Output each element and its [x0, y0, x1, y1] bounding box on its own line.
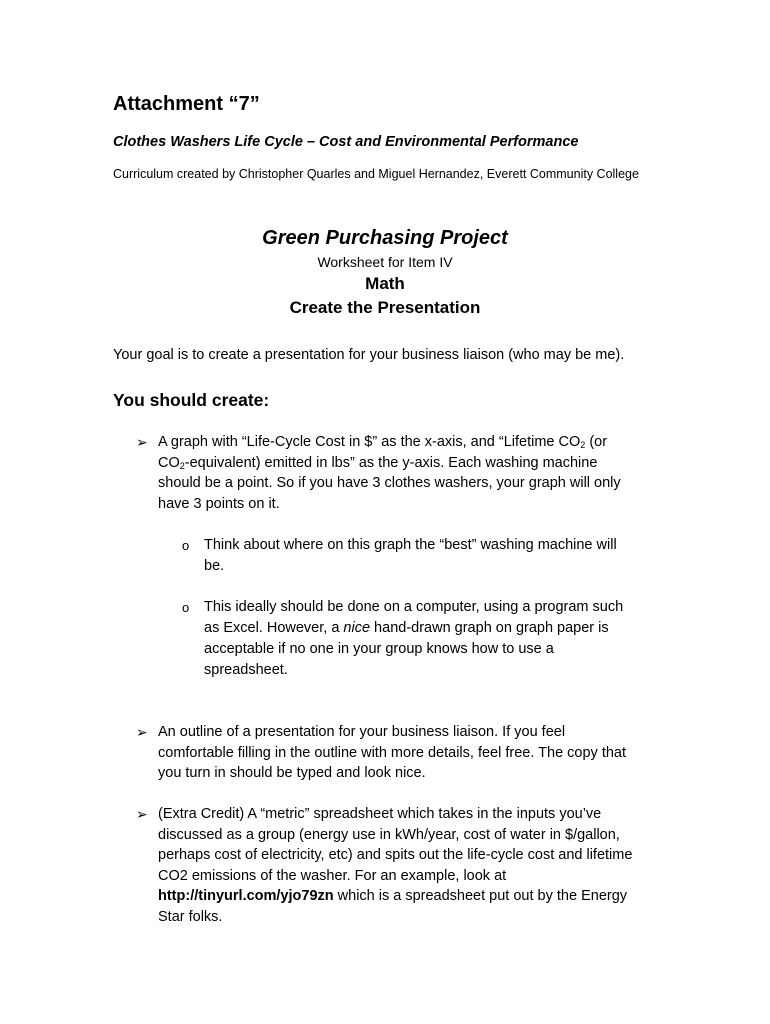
text-line: should be a point. So if you have 3 clothes washers, your graph will only: [158, 475, 621, 491]
bullet-item-extra-credit: [158, 804, 658, 927]
text-line: This ideally should be done on a computer, using a program such: [204, 599, 624, 615]
emphasis: nice: [343, 620, 371, 636]
should-create-heading: You should create:: [113, 390, 270, 410]
subject-heading: Math: [365, 274, 405, 293]
text-line: spreadsheet.: [204, 662, 288, 678]
text-line: Star folks.: [158, 908, 223, 925]
bullet-item-outline: [158, 722, 658, 784]
text-line: Think about where on this graph the “best” washing machine will: [204, 537, 617, 553]
circle-bullet-icon: o: [182, 600, 190, 615]
text-run: CO: [158, 454, 180, 471]
worksheet-label: Worksheet for Item IV: [317, 254, 453, 270]
text-run: as Excel. However, a: [204, 620, 344, 636]
text-line: you turn in should be typed and look nice.: [158, 765, 426, 781]
subscript: 2: [580, 440, 586, 450]
bullet-item-graph: [158, 432, 658, 514]
text-line: be.: [204, 558, 225, 574]
text-run: (or: [585, 434, 608, 450]
circle-bullet-icon: o: [182, 538, 190, 553]
text-line: perhaps cost of electricity, etc) and spits out the life-cycle cost and lifetime: [158, 847, 633, 863]
text-line: An outline of a presentation for your business liaison. If you feel: [158, 724, 566, 740]
attachment-title: Attachment “7”: [113, 93, 260, 115]
goal-paragraph: Your goal is to create a presentation for your business liaison (who may be me).: [113, 347, 625, 363]
text-line: acceptable if no one in your group knows how to use a: [204, 641, 554, 657]
curriculum-credit: Curriculum created by Christopher Quarles and Miguel Hernandez, Everett Community College: [113, 167, 639, 181]
document-subtitle: Clothes Washers Life Cycle – Cost and Environmental Performance: [113, 134, 579, 150]
text-run: which is a spreadsheet put out by the Energy: [333, 888, 628, 904]
arrow-bullet-icon: ➢: [136, 724, 148, 740]
text-line: discussed as a group (energy use in kWh/year, cost of water in $/gallon,: [158, 826, 620, 843]
text-line: have 3 points on it.: [158, 495, 280, 512]
text-line: CO2 emissions of the washer. For an example, look at: [158, 867, 507, 884]
example-link[interactable]: http://tinyurl.com/yjo79zn: [158, 888, 334, 904]
text-run: A graph with “Life-Cycle Cost in $” as the x-axis, and “Lifetime CO: [158, 434, 581, 450]
subscript: 2: [179, 460, 185, 471]
arrow-bullet-icon: ➢: [136, 434, 148, 450]
arrow-bullet-icon: ➢: [136, 806, 148, 822]
text-line: (Extra Credit) A “metric” spreadsheet which takes in the inputs you’ve: [158, 806, 602, 822]
task-heading: Create the Presentation: [289, 298, 481, 317]
text-run: hand-drawn graph on graph paper is: [370, 620, 609, 636]
sub-item-computer: [204, 597, 644, 681]
text-run: -equivalent) emitted in lbs” as the y-axis. Each washing machine: [184, 454, 598, 471]
project-title: Green Purchasing Project: [262, 227, 508, 249]
sub-item-best-machine: [204, 535, 644, 577]
text-line: comfortable filling in the outline with more details, feel free. The copy that: [158, 744, 627, 761]
